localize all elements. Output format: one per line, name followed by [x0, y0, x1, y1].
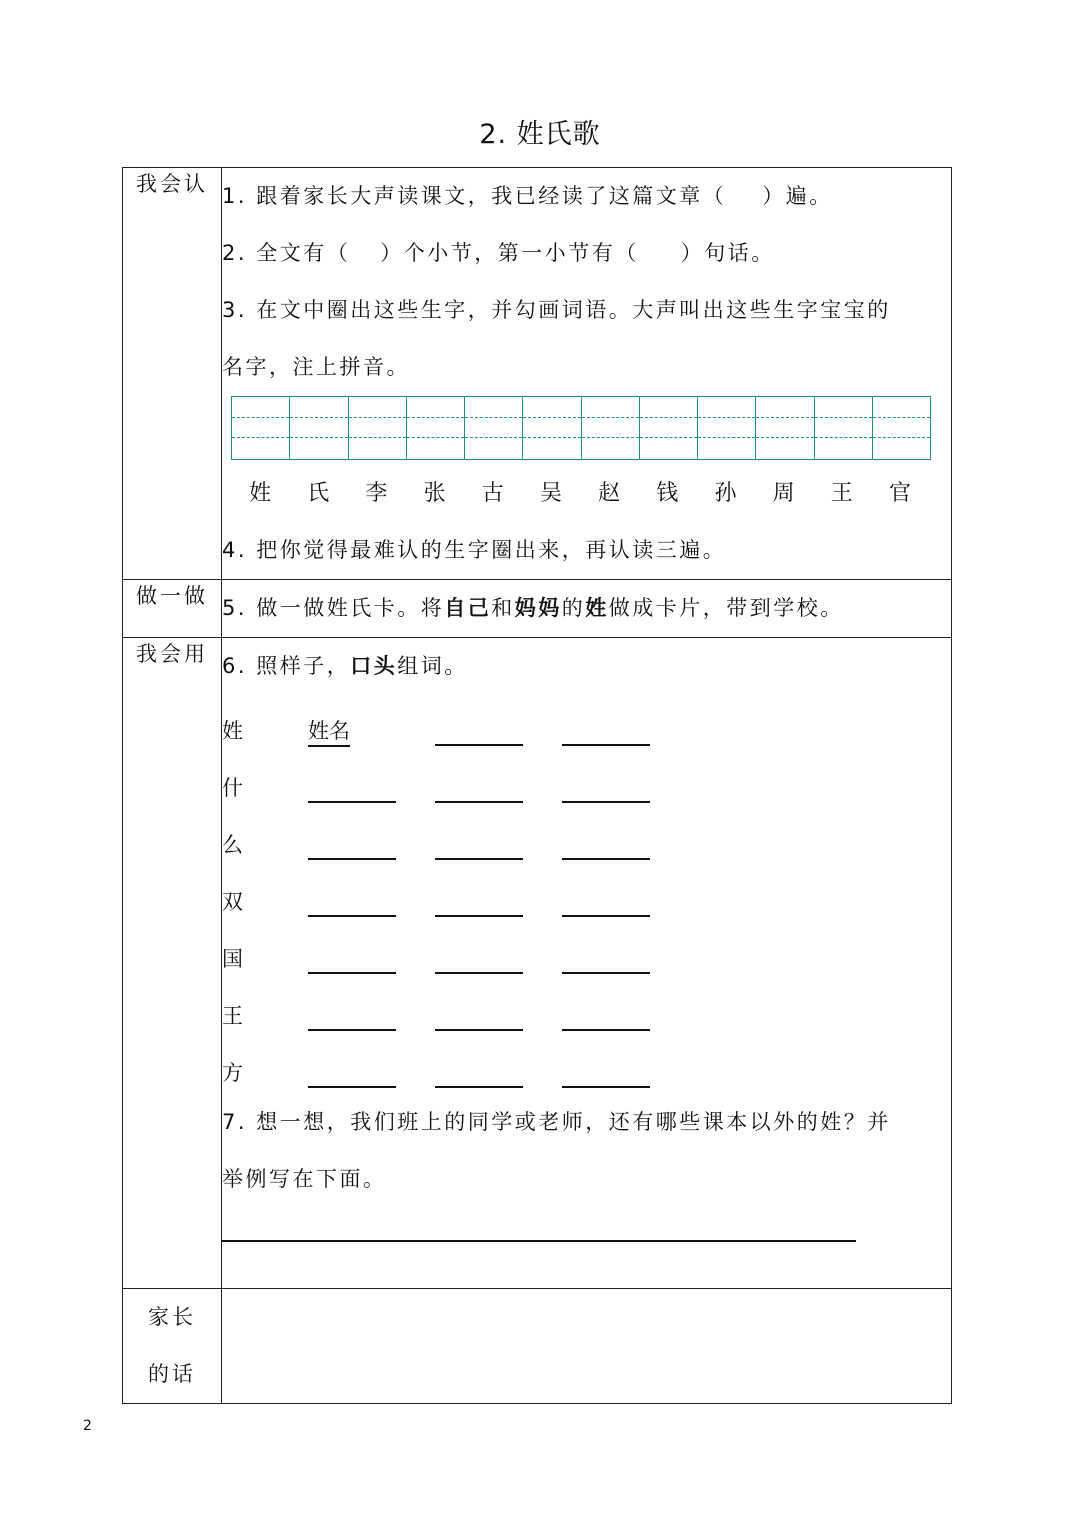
pinyin-cell[interactable]	[698, 397, 756, 459]
pinyin-cell[interactable]	[290, 397, 348, 459]
word-blank[interactable]	[562, 773, 650, 803]
character: 吴	[539, 480, 562, 506]
word-blank[interactable]	[435, 1058, 523, 1088]
word-blank[interactable]	[308, 773, 396, 803]
section-parent	[123, 1289, 952, 1404]
character: 姓	[249, 480, 272, 506]
section-do	[123, 580, 952, 638]
word-blank[interactable]	[308, 830, 396, 860]
pinyin-cell[interactable]	[640, 397, 698, 459]
character: 古	[481, 480, 504, 506]
question-3-cont: 名字，注上拼音。	[222, 355, 410, 379]
word-blank[interactable]	[308, 887, 396, 917]
character: 王	[830, 480, 853, 506]
word-row	[222, 809, 951, 866]
character: 赵	[598, 480, 621, 506]
pinyin-cell[interactable]	[349, 397, 407, 459]
word-blank[interactable]	[435, 830, 523, 860]
question-4: 4. 把你觉得最难认的生字圈出来，再认读三遍。	[222, 538, 727, 562]
worksheet-table	[122, 167, 952, 1404]
character: 孙	[714, 480, 737, 506]
sample-word	[308, 716, 396, 746]
word-root-char: 王	[222, 1004, 243, 1028]
word-root-char: 国	[222, 947, 243, 971]
page-title: 2. 姓氏歌	[479, 119, 601, 150]
word-blank[interactable]	[562, 1058, 650, 1088]
pinyin-cell[interactable]	[756, 397, 814, 459]
surname-answer-line[interactable]	[222, 1240, 856, 1242]
word-blank[interactable]	[308, 944, 396, 974]
word-row	[222, 1037, 951, 1094]
word-blank[interactable]	[435, 887, 523, 917]
section-label-recognize: 我会认	[123, 168, 222, 580]
pinyin-cell[interactable]	[582, 397, 640, 459]
word-row	[222, 980, 951, 1037]
word-blank[interactable]	[435, 1001, 523, 1031]
word-blank[interactable]	[435, 944, 523, 974]
pinyin-writing-grid[interactable]	[231, 396, 931, 460]
character: 官	[888, 480, 911, 506]
word-row	[222, 866, 951, 923]
word-blank[interactable]	[562, 1001, 650, 1031]
character: 周	[772, 480, 795, 506]
question-7-cont: 举例写在下面。	[222, 1167, 387, 1191]
question-2: 2. 全文有（ ）个小节，第一小节有（ ）句话。	[222, 241, 775, 265]
pinyin-cell[interactable]	[407, 397, 465, 459]
sample-word-underline: 姓名	[308, 717, 350, 747]
word-blank[interactable]	[562, 887, 650, 917]
page-number: 2	[83, 1418, 92, 1434]
pinyin-cell[interactable]	[523, 397, 581, 459]
word-root-char: 么	[222, 833, 243, 857]
pinyin-cell[interactable]	[815, 397, 873, 459]
section-label-parent: 家长 的话	[123, 1289, 222, 1404]
section-use	[123, 638, 952, 1289]
section-label-use: 我会用	[123, 638, 222, 1289]
word-root-char: 方	[222, 1061, 243, 1085]
word-blank[interactable]	[435, 716, 523, 746]
word-blank[interactable]	[562, 716, 650, 746]
word-blank[interactable]	[435, 773, 523, 803]
character: 氏	[307, 480, 330, 506]
word-row	[222, 695, 951, 752]
section-label-do: 做一做	[123, 580, 222, 638]
word-blank[interactable]	[308, 1058, 396, 1088]
word-blank[interactable]	[308, 1001, 396, 1031]
character: 张	[423, 480, 446, 506]
word-root-char: 双	[222, 890, 243, 914]
word-blank[interactable]	[562, 830, 650, 860]
question-5: 5. 做一做姓氏卡。将自己和妈妈的姓做成卡片，带到学校。	[222, 596, 844, 620]
character-row	[231, 460, 929, 522]
section-recognize	[123, 168, 952, 580]
pinyin-cell[interactable]	[873, 397, 930, 459]
word-row	[222, 923, 951, 980]
word-blank[interactable]	[562, 944, 650, 974]
question-1: 1. 跟着家长大声读课文，我已经读了这篇文章（ ）遍。	[222, 184, 833, 208]
parent-comment-area[interactable]	[222, 1289, 952, 1404]
character: 钱	[656, 480, 679, 506]
question-3: 3. 在文中圈出这些生字，并勾画词语。大声叫出这些生字宝宝的	[222, 298, 891, 322]
question-6: 6. 照样子，口头组词。	[222, 654, 468, 678]
word-root-char: 什	[222, 776, 243, 800]
word-row	[222, 752, 951, 809]
character: 李	[365, 480, 388, 506]
question-7: 7. 想一想，我们班上的同学或老师，还有哪些课本以外的姓？并	[222, 1110, 891, 1134]
word-root-char: 姓	[222, 719, 243, 743]
pinyin-cell[interactable]	[465, 397, 523, 459]
pinyin-cell[interactable]	[232, 397, 290, 459]
